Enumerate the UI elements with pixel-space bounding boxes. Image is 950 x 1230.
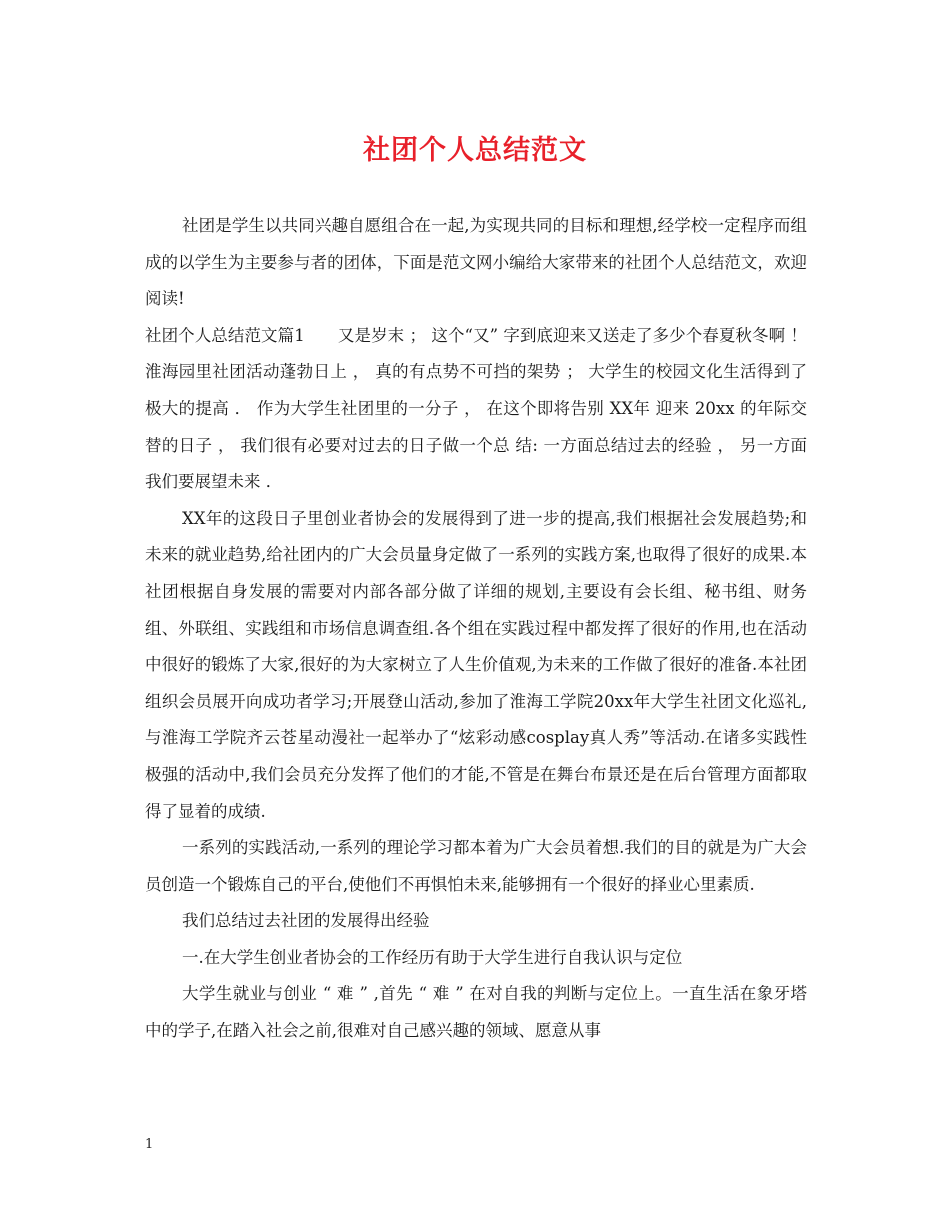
paragraph-intro: 社团是学生以共同兴趣自愿组合在一起,为实现共同的目标和理想,经学校一定程序而组成的以学生为主要参与者的团体，下面是范文网小编给大家带来的社团个人总结范文，欢迎阅读!: [145, 216, 807, 309]
document-title: 社团个人总结范文: [363, 135, 587, 166]
page-number: 1: [145, 1137, 154, 1152]
paragraph-practice-activities: 一系列的实践活动,一系列的理论学习都本着为广大会员着想.我们的目的就是为广大会员创造一个锻炼自己的平台,使他们不再惧怕未来,能够拥有一个很好的择业心里素质.: [145, 838, 807, 894]
paragraph-experience-heading: 我们总结过去社团的发展得出经验: [182, 911, 430, 931]
paragraph-employment: 大学生就业与创业 “ 难 ” ,首先 “ 难 ” 在对自我的判断与定位上。一直生活在象牙塔中的学子,在踏入社会之前,很难对自己感兴趣的领域、愿意从事: [145, 984, 807, 1041]
document-body: [145, 208, 807, 1050]
paragraph-association-development: XX年的这段日子里创业者协会的发展得到了进一步的提高,我们根据社会发展趋势;和未来的就业趋势,给社团内的广大会员量身定做了一系列的实践方案,也取得了很好的成果.本社团根据自身发展的需要对内部各部分做了详细的规划,主要设有会长组、秘书组、财务组、外联组、实践组和市场信息调查组.各个组在实践过程中都发挥了很好的作用,也在活动中很好的锻炼了大家,很好的为大家树立了人生价值观,为未来的工作做了很好的准备.本社团组织会员展开向成功者学习;开展登山活动,参加了淮海工学院20xx年大学生社团文化巡礼,与淮海工学院齐云苍星动漫社一起举办了“炫彩动感cosplay真人秀”等活动.在诸多实践性极强的活动中,我们会员充分发挥了他们的才能,不管是在舞台布景还是在后台管理方面都取得了显着的成绩.: [145, 508, 807, 821]
paragraph-section-1: 社团个人总结范文篇1 又是岁末 ； 这个“又” 字到底迎来又送走了多少个春夏秋冬啊 ！ 淮海园里社团活动蓬勃日上 ， 真的有点势不可挡的架势 ； 大学生的校园文化生活得到了极大的提高 ． 作为大学生社团里的一分子 ， 在这个即将告别 XX年 迎来 20xx 的年际交替的日子 ， 我们很有必要对过去的日子做一个总 结: 一方面总结过去的经验 ， 另一方面我们要展望未来 ．: [145, 325, 807, 492]
paragraph-point-one: 一.在大学生创业者协会的工作经历有助于大学生进行自我认识与定位: [182, 947, 683, 967]
